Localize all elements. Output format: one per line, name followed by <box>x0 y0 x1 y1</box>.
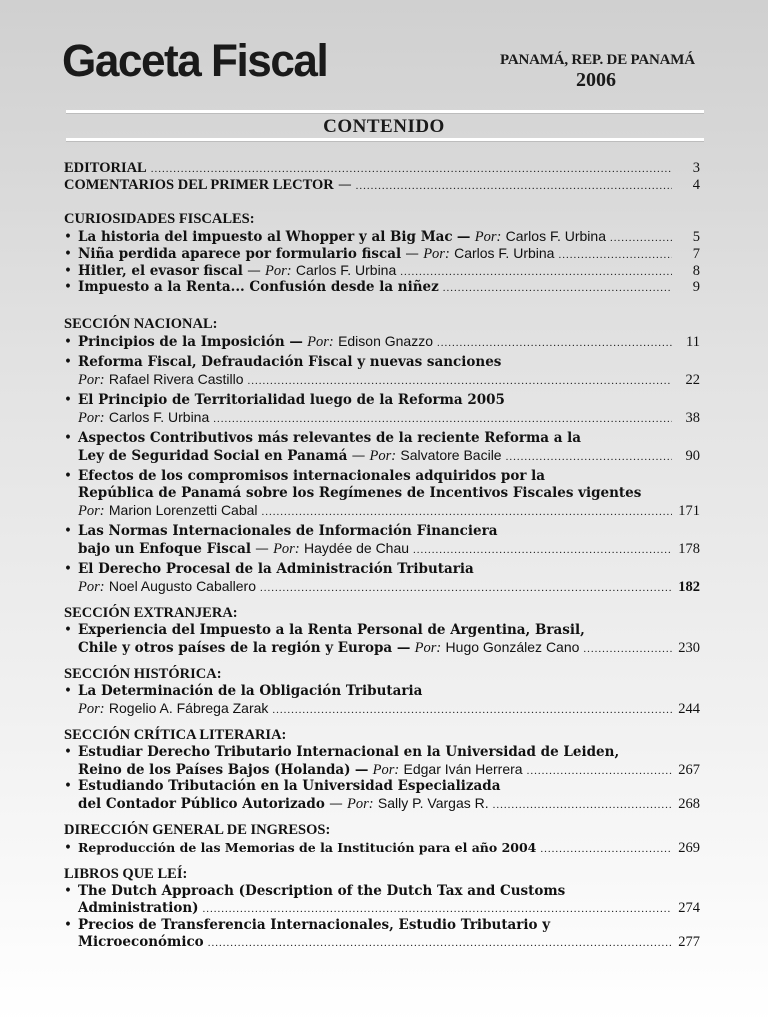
entry-title: COMENTARIOS DEL PRIMER LECTOR <box>64 177 334 193</box>
toc-entry[interactable]: • Estudiar Derecho Tributario Internacional en la Universidad de Leiden, <box>64 744 620 760</box>
entry-author: Rogelio A. Fábrega Zarak <box>108 700 269 716</box>
page-number: 11 <box>686 334 700 350</box>
toc-entry[interactable]: • Reforma Fiscal, Defraudación Fiscal y nuevas sanciones <box>64 354 502 370</box>
section-title-extranjera: SECCIÓN EXTRANJERA: <box>64 605 238 621</box>
page-number: 4 <box>692 177 700 193</box>
toc-entry[interactable]: • Principios de la Imposición — Por: Edison Gnazzo ..... 11 <box>64 333 700 350</box>
page-number: 230 <box>678 640 700 656</box>
entry-title: La historia del impuesto al Whopper y al Big Mac <box>78 229 453 245</box>
entry-author: Edgar Iván Herrera <box>403 761 523 777</box>
entry-author: Hugo González Cano <box>445 639 580 655</box>
entry-author: Edison Gnazzo <box>338 333 434 349</box>
entry-title: El Derecho Procesal de la Administración Tributaria <box>78 561 474 577</box>
toc-entry[interactable]: • Niña perdida aparece por formulario fiscal — Por: Carlos F. Urbina ..... 7 <box>64 245 700 262</box>
toc-entry[interactable]: • Experiencia del Impuesto a la Renta Personal de Argentina, Brasil, <box>64 622 585 638</box>
contents-heading: CONTENIDO <box>323 116 445 137</box>
page-number: 244 <box>678 701 700 717</box>
magazine-title: Gaceta Fiscal <box>62 35 328 86</box>
section-title-dgi: DIRECCIÓN GENERAL DE INGRESOS: <box>64 822 331 838</box>
entry-author: Rafael Rivera Castillo <box>108 371 244 387</box>
entry-title: Estudiando Tributación en la Universidad Especializada <box>78 778 501 794</box>
toc-entry-author-line[interactable]: Por: Rafael Rivera Castillo ..... 22 <box>64 371 700 388</box>
page-number: 171 <box>678 503 700 519</box>
page-number: 22 <box>685 372 700 388</box>
toc-entry[interactable]: • El Derecho Procesal de la Administración Tributaria <box>64 561 474 577</box>
page-number: 267 <box>678 762 700 778</box>
entry-author: Salvatore Bacile <box>400 447 502 463</box>
section-title-critica: SECCIÓN CRÍTICA LITERARIA: <box>64 727 287 743</box>
entry-author: Carlos F. Urbina <box>295 262 397 278</box>
entry-title: Impuesto a la Renta... Confusión desde la niñez <box>78 279 439 295</box>
toc-entry[interactable]: • El Principio de Territorialidad luego de la Reforma 2005 <box>64 392 505 408</box>
entry-title: Efectos de los compromisos internacionales adquiridos por la <box>78 468 546 484</box>
toc-entry-author-line[interactable]: Por: Carlos F. Urbina ..... 38 <box>64 409 700 426</box>
toc-entry[interactable]: • La historia del impuesto al Whopper y al Big Mac — Por: Carlos F. Urbina ..... 5 <box>64 228 700 245</box>
toc-entry-author-line[interactable]: Por: Marion Lorenzetti Cabal ..... 171 <box>64 502 700 519</box>
toc-entry[interactable]: • Aspectos Contributivos más relevantes de la reciente Reforma a la <box>64 430 582 446</box>
toc-entry[interactable]: • Las Normas Internacionales de Información Financiera <box>64 523 498 539</box>
toc-entry-title-line[interactable]: Microeconómico ..... 277 <box>64 934 700 951</box>
toc-entry-title-line[interactable]: Administration) ..... 274 <box>64 900 700 917</box>
page-number: 7 <box>692 246 700 262</box>
toc-entry[interactable]: • Efectos de los compromisos internacionales adquiridos por la <box>64 468 546 484</box>
toc-entry[interactable]: • Hitler, el evasor fiscal — Por: Carlos F. Urbina ..... 8 <box>64 262 700 279</box>
entry-title: Las Normas Internacionales de Información Financiera <box>78 523 498 539</box>
toc-entry-editorial[interactable] <box>64 160 700 177</box>
page-number: 3 <box>692 160 700 176</box>
entry-title: Estudiar Derecho Tributario Internacional en la Universidad de Leiden, <box>78 744 620 760</box>
divider-top <box>66 110 704 114</box>
entry-author: Haydée de Chau <box>303 540 410 556</box>
page-number: 38 <box>685 410 700 426</box>
toc-entry[interactable]: • Reproducción de las Memorias de la Institución para el año 2004 ..... 269 <box>64 839 700 856</box>
entry-separator: — <box>338 177 352 193</box>
leader-dots <box>151 161 672 178</box>
toc-entry-author-line[interactable]: Reino de los Países Bajos (Holanda) — Por: Edgar Iván Herrera ..... 267 <box>64 761 700 778</box>
toc-entry-title-line[interactable]: República de Panamá sobre los Regímenes de Incentivos Fiscales vigentes <box>78 485 642 501</box>
entry-author: Sally P. Vargas R. <box>377 795 489 811</box>
entry-title: Aspectos Contributivos más relevantes de la reciente Reforma a la <box>78 430 582 446</box>
entry-author: Carlos F. Urbina <box>454 245 555 261</box>
entry-title: Precios de Transferencia Internacionales, Estudio Tributario y <box>78 917 551 933</box>
toc-entry-author-line[interactable]: bajo un Enfoque Fiscal — Por: Haydée de Chau ..... 178 <box>64 540 700 557</box>
page-number: 8 <box>692 263 700 279</box>
section-title-libros: LIBROS QUE LEÍ: <box>64 866 188 882</box>
toc-entry[interactable]: • La Determinación de la Obligación Tributaria <box>64 683 423 699</box>
leader-dots <box>356 178 672 195</box>
entry-title: EDITORIAL <box>64 160 147 176</box>
toc-entry-author-line[interactable]: Por: Noel Augusto Caballero ..... 182 <box>64 578 700 595</box>
toc-entry-author-line[interactable]: Por: Rogelio A. Fábrega Zarak ..... 244 <box>64 700 700 717</box>
toc-entry[interactable]: • Precios de Transferencia Internacionales, Estudio Tributario y <box>64 917 551 933</box>
entry-author: Noel Augusto Caballero <box>108 578 256 594</box>
section-title-nacional: SECCIÓN NACIONAL: <box>64 316 218 332</box>
location-label: PANAMÁ, REP. DE PANAMÁ <box>500 52 695 68</box>
entry-title: El Principio de Territorialidad luego de la Reforma 2005 <box>78 392 505 408</box>
entry-title: La Determinación de la Obligación Tributaria <box>78 683 423 699</box>
entry-title: Reforma Fiscal, Defraudación Fiscal y nuevas sanciones <box>78 354 502 370</box>
entry-title: The Dutch Approach (Description of the Dutch Tax and Customs <box>78 883 566 899</box>
page-number: 5 <box>692 229 700 245</box>
page-number: 274 <box>678 900 700 916</box>
section-title-curiosidades: CURIOSIDADES FISCALES: <box>64 211 255 227</box>
entry-author: Carlos F. Urbina <box>505 228 606 244</box>
page-number: 90 <box>685 448 700 464</box>
table-of-contents <box>64 160 700 951</box>
entry-title: Hitler, el evasor fiscal <box>78 263 243 279</box>
entry-title: Niña perdida aparece por formulario fiscal <box>78 246 402 262</box>
toc-entry[interactable]: • Estudiando Tributación en la Universidad Especializada <box>64 778 501 794</box>
entry-title: Principios de la Imposición — <box>78 334 303 350</box>
entry-author: Carlos F. Urbina <box>108 409 210 425</box>
page-number: 9 <box>692 279 700 295</box>
year-label: 2006 <box>576 69 616 91</box>
toc-entry-author-line[interactable]: del Contador Público Autorizado — Por: Sally P. Vargas R. ..... 268 <box>64 795 700 812</box>
toc-entry[interactable]: • Impuesto a la Renta... Confusión desde la niñez ..... 9 <box>64 279 700 296</box>
entry-title: Reproducción de las Memorias de la Institución para el año 2004 <box>78 840 537 855</box>
entry-author: Marion Lorenzetti Cabal <box>108 502 258 518</box>
entry-title: Experiencia del Impuesto a la Renta Personal de Argentina, Brasil, <box>78 622 585 638</box>
divider-bottom <box>66 138 704 142</box>
section-title-historica: SECCIÓN HISTÓRICA: <box>64 666 222 682</box>
page-number: 178 <box>678 541 700 557</box>
toc-entry-author-line[interactable]: Chile y otros países de la región y Europa — Por: Hugo González Cano ..... 230 <box>64 639 700 656</box>
page-number: 269 <box>678 840 700 856</box>
toc-entry-author-line[interactable]: Ley de Seguridad Social en Panamá — Por: Salvatore Bacile ..... 90 <box>64 447 700 464</box>
toc-entry-comentarios[interactable] <box>64 177 700 194</box>
page-number: 182 <box>678 579 700 595</box>
toc-entry[interactable]: • The Dutch Approach (Description of the Dutch Tax and Customs <box>64 883 566 899</box>
page-number: 268 <box>678 796 700 812</box>
page-number: 277 <box>678 934 700 950</box>
